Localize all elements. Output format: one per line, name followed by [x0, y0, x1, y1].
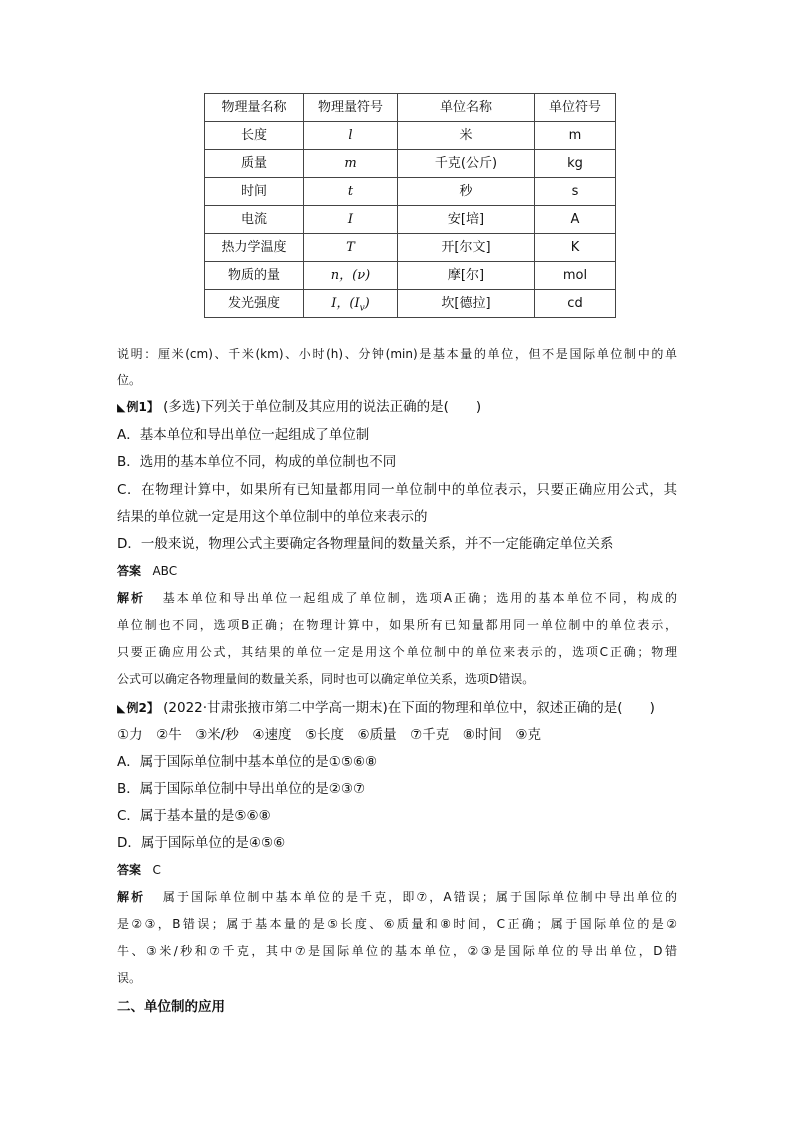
example1-question	[117, 397, 481, 418]
answer-label: 答案	[117, 564, 142, 578]
example1-answer	[117, 561, 177, 581]
example2-option-b: B．属于国际单位制中导出单位的是②③⑦	[117, 781, 366, 797]
example-marker: ◣	[117, 401, 126, 414]
answer-value: C	[152, 863, 161, 877]
quantity-name-cell: 时间	[205, 178, 304, 206]
unit-symbol-cell: mol	[535, 262, 616, 290]
table-row	[205, 178, 616, 206]
table-row	[205, 150, 616, 178]
table-header-cell: 单位符号	[535, 94, 616, 122]
example1-analysis-line: 单位制也不同，选项B正确；在物理计算中，如果所有已知量都用同一单位制中的单位表示，	[117, 618, 677, 632]
example1-option-c-cont: 结果的单位就一定是用这个单位制中的单位来表示的	[117, 509, 428, 525]
unit-symbol-cell: m	[535, 122, 616, 150]
unit-name-cell: 千克(公斤)	[398, 150, 535, 178]
note-line: 说明：厘米(cm)、千米(km)、小时(h)、分钟(min)是基本量的单位，但不是国际单位制中的单	[117, 347, 677, 361]
unit-name-cell: 秒	[398, 178, 535, 206]
example2-analysis-line: 误。	[117, 971, 142, 985]
unit-symbol-cell: K	[535, 234, 616, 262]
unit-symbol-cell: cd	[535, 290, 616, 318]
example2-analysis-line: 是②③，B错误；属于基本量的是⑤长度、⑥质量和⑧时间，C正确；属于国际单位的是②	[117, 917, 677, 931]
quantity-symbol-cell: l	[304, 122, 398, 150]
question-text: (2022·甘肃张掖市第二中学高一期末)在下面的物理和单位中，叙述正确的是( )	[163, 700, 655, 716]
analysis-text: 基本单位和导出单位一起组成了单位制，选项A正确；选用的基本单位不同，构成的	[162, 591, 677, 605]
table-row	[205, 262, 616, 290]
example2-question	[117, 698, 655, 719]
quantity-symbol-cell: I，$(I_v)$	[304, 290, 398, 318]
quantity-symbol-cell: T	[304, 234, 398, 262]
example1-analysis	[117, 588, 677, 608]
analysis-label: 解析	[117, 591, 146, 605]
example1-option-a: A．基本单位和导出单位一起组成了单位制	[117, 427, 370, 443]
quantity-name-cell: 热力学温度	[205, 234, 304, 262]
unit-name-cell: 米	[398, 122, 535, 150]
example2-option-d: D．属于国际单位的是④⑤⑥	[117, 835, 286, 851]
symbol-subscript: v	[359, 303, 365, 314]
note-line: 位。	[117, 373, 142, 387]
example2-analysis-line: 牛、③米/秒和⑦千克，其中⑦是国际单位的基本单位，②③是国际单位的导出单位，D错	[117, 944, 677, 958]
table-header-cell: 物理量符号	[304, 94, 398, 122]
quantity-symbol-cell: I	[304, 206, 398, 234]
analysis-label: 解析	[117, 890, 146, 904]
unit-symbol-cell: kg	[535, 150, 616, 178]
example2-answer	[117, 860, 161, 880]
question-text: (多选)下列关于单位制及其应用的说法正确的是( )	[163, 399, 482, 415]
quantity-name-cell: 质量	[205, 150, 304, 178]
answer-label: 答案	[117, 863, 142, 877]
table-header-cell: 单位名称	[398, 94, 535, 122]
example-label: 例2】	[126, 701, 159, 715]
example2-items: ①力 ②牛 ③米/秒 ④速度 ⑤长度 ⑥质量 ⑦千克 ⑧时间 ⑨克	[117, 727, 541, 743]
quantity-name-cell: 物质的量	[205, 262, 304, 290]
symbol-text: I，(I	[331, 296, 360, 311]
example1-analysis-line: 公式可以确定各物理量间的数量关系，同时也可以确定单位关系，选项D错误。	[117, 672, 535, 686]
example1-option-b: B．选用的基本单位不同，构成的单位制也不同	[117, 454, 397, 470]
unit-name-cell: 坎[德拉]	[398, 290, 535, 318]
table-row	[205, 122, 616, 150]
table-header-cell: 物理量名称	[205, 94, 304, 122]
table-row	[205, 234, 616, 262]
unit-symbol-cell: A	[535, 206, 616, 234]
example2-option-a: A．属于国际单位制中基本单位的是①⑤⑥⑧	[117, 754, 378, 770]
example-label: 例1】	[126, 400, 159, 414]
analysis-text: 属于国际单位制中基本单位的是千克，即⑦，A错误；属于国际单位制中导出单位的	[162, 890, 677, 904]
answer-value: ABC	[152, 564, 178, 578]
unit-name-cell: 开[尔文]	[398, 234, 535, 262]
section-heading: 二、单位制的应用	[117, 999, 225, 1015]
example1-option-d: D．一般来说，物理公式主要确定各物理量间的数量关系，并不一定能确定单位关系	[117, 536, 614, 552]
example1-analysis-line: 只要正确应用公式，其结果的单位一定是用这个单位制中的单位来表示的，选项C正确；物理	[117, 645, 677, 659]
table-row	[205, 206, 616, 234]
quantity-name-cell: 发光强度	[205, 290, 304, 318]
quantity-symbol-cell: t	[304, 178, 398, 206]
quantity-symbol-cell: n，(ν)	[304, 262, 398, 290]
example2-option-c: C．属于基本量的是⑤⑥⑧	[117, 808, 271, 824]
quantity-symbol-cell: m	[304, 150, 398, 178]
unit-name-cell: 安[培]	[398, 206, 535, 234]
si-units-table	[204, 93, 616, 318]
table-row	[205, 290, 616, 318]
quantity-name-cell: 电流	[205, 206, 304, 234]
table-header-row	[205, 94, 616, 122]
example-marker: ◣	[117, 702, 126, 715]
quantity-name-cell: 长度	[205, 122, 304, 150]
unit-symbol-cell: s	[535, 178, 616, 206]
example1-option-c: C．在物理计算中，如果所有已知量都用同一单位制中的单位表示，只要正确应用公式，其	[117, 482, 677, 498]
example2-analysis	[117, 887, 677, 907]
unit-name-cell: 摩[尔]	[398, 262, 535, 290]
